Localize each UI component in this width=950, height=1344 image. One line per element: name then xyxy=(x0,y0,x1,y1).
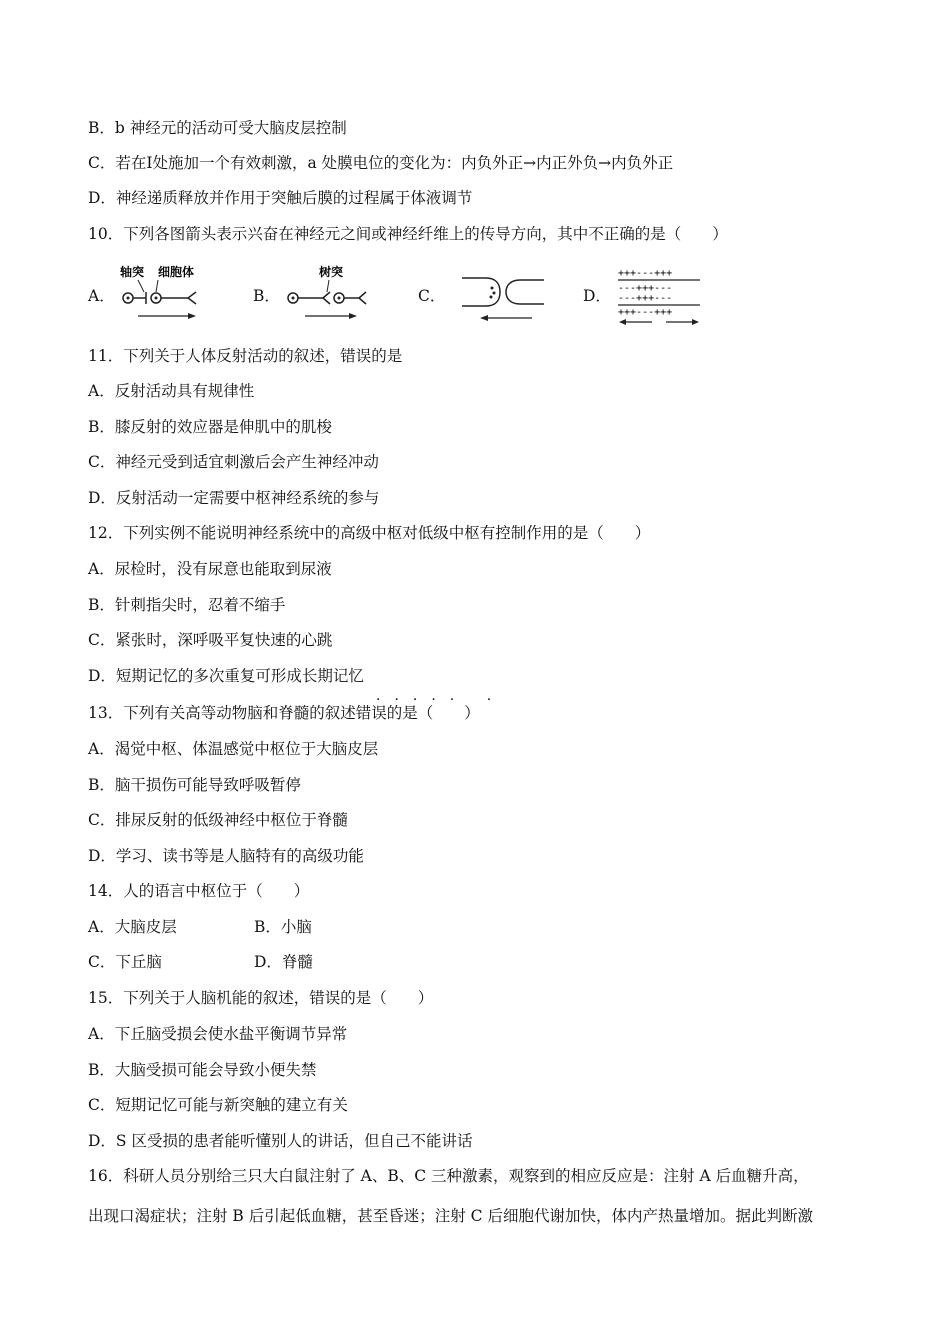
q13-stem: 13．下列有关高等动物脑和脊髓的叙述错误的是（ ） xyxy=(88,704,480,722)
q13-option-a: A．渴觉中枢、体温感觉中枢位于大脑皮层 xyxy=(88,740,379,758)
figure-d-charge-top: +++---+++ xyxy=(618,268,673,279)
q10-label-b: B． xyxy=(253,287,280,305)
q12-stem: 12．下列实例不能说明神经系统中的高级中枢对低级中枢有控制作用的是（ ） xyxy=(88,524,651,542)
q10-figure-b xyxy=(283,262,383,326)
figure-d-charge-bottom: +++---+++ xyxy=(618,307,673,318)
q10-label-c: C． xyxy=(418,287,446,305)
q13-emphasis-dots: ····· · xyxy=(376,692,506,708)
q10-figures xyxy=(88,262,728,326)
q11-option-a: A．反射活动具有规律性 xyxy=(88,382,255,400)
q10-label-a: A． xyxy=(88,287,115,305)
figure-a-label-axon: 轴突 xyxy=(120,265,145,279)
q13-option-d: D．学习、读书等是人脑特有的高级功能 xyxy=(88,847,364,865)
q14-stem: 14．人的语言中枢位于（ ） xyxy=(88,882,310,900)
q14-option-d: D．脊髓 xyxy=(254,953,313,971)
q15-option-d: D．S 区受损的患者能听懂别人的讲话，但自己不能讲话 xyxy=(88,1132,473,1150)
q14-option-a: A．大脑皮层 xyxy=(88,918,177,936)
q9-option-d: D．神经递质释放并作用于突触后膜的过程属于体液调节 xyxy=(88,189,473,207)
q15-option-a: A．下丘脑受损会使水盐平衡调节异常 xyxy=(88,1025,348,1043)
figure-b-label-dendrite: 树突 xyxy=(319,265,344,279)
q9-option-b: B．b 神经元的活动可受大脑皮层控制 xyxy=(88,119,347,137)
figure-d-charge-inner-2: ---+++--- xyxy=(618,293,673,304)
q10-label-d: D． xyxy=(583,287,611,305)
q12-option-b: B．针刺指尖时，忍着不缩手 xyxy=(88,596,286,614)
q12-option-a: A．尿检时，没有尿意也能取到尿液 xyxy=(88,560,332,578)
q15-stem: 15．下列关于人脑机能的叙述，错误的是（ ） xyxy=(88,989,434,1007)
q12-option-d: D．短期记忆的多次重复可形成长期记忆 xyxy=(88,667,364,685)
q15-option-b: B．大脑受损可能会导致小便失禁 xyxy=(88,1061,317,1079)
q16-stem-line-2: 出现口渴症状；注射 B 后引起低血糖，甚至昏迷；注射 C 后细胞代谢加快，体内产热量增加。据此判断激 xyxy=(88,1207,813,1225)
q10-figure-d xyxy=(616,262,706,326)
q11-stem: 11．下列关于人体反射活动的叙述，错误的是 xyxy=(88,347,403,365)
q10-figure-a xyxy=(118,262,218,326)
q11-option-d: D．反射活动一定需要中枢神经系统的参与 xyxy=(88,489,380,507)
q15-option-c: C．短期记忆可能与新突触的建立有关 xyxy=(88,1096,348,1114)
q10-stem: 10．下列各图箭头表示兴奋在神经元之间或神经纤维上的传导方向，其中不正确的是（ ） xyxy=(88,225,728,243)
q12-option-c: C．紧张时，深呼吸平复快速的心跳 xyxy=(88,631,333,649)
q14-option-c: C．下丘脑 xyxy=(88,953,162,971)
q10-figure-c xyxy=(460,262,550,326)
q13-option-b: B．脑干损伤可能导致呼吸暂停 xyxy=(88,776,301,794)
figure-d-charge-inner-1: ---+++--- xyxy=(618,283,673,294)
q9-option-c: C．若在Ⅰ处施加一个有效刺激，a 处膜电位的变化为：内负外正→内正外负→内负外正 xyxy=(88,154,674,172)
q13-option-c: C．排尿反射的低级神经中枢位于脊髓 xyxy=(88,811,348,829)
q11-option-b: B．膝反射的效应器是伸肌中的肌梭 xyxy=(88,418,332,436)
q14-option-b: B．小脑 xyxy=(254,918,312,936)
q16-stem-line-1: 16．科研人员分别给三只大白鼠注射了 A、B、C 三种激素，观察到的相应反应是：注射 A 后血糖升高， xyxy=(88,1167,809,1185)
figure-a-label-soma: 细胞体 xyxy=(158,265,195,279)
q11-option-c: C．神经元受到适宜刺激后会产生神经冲动 xyxy=(88,453,379,471)
